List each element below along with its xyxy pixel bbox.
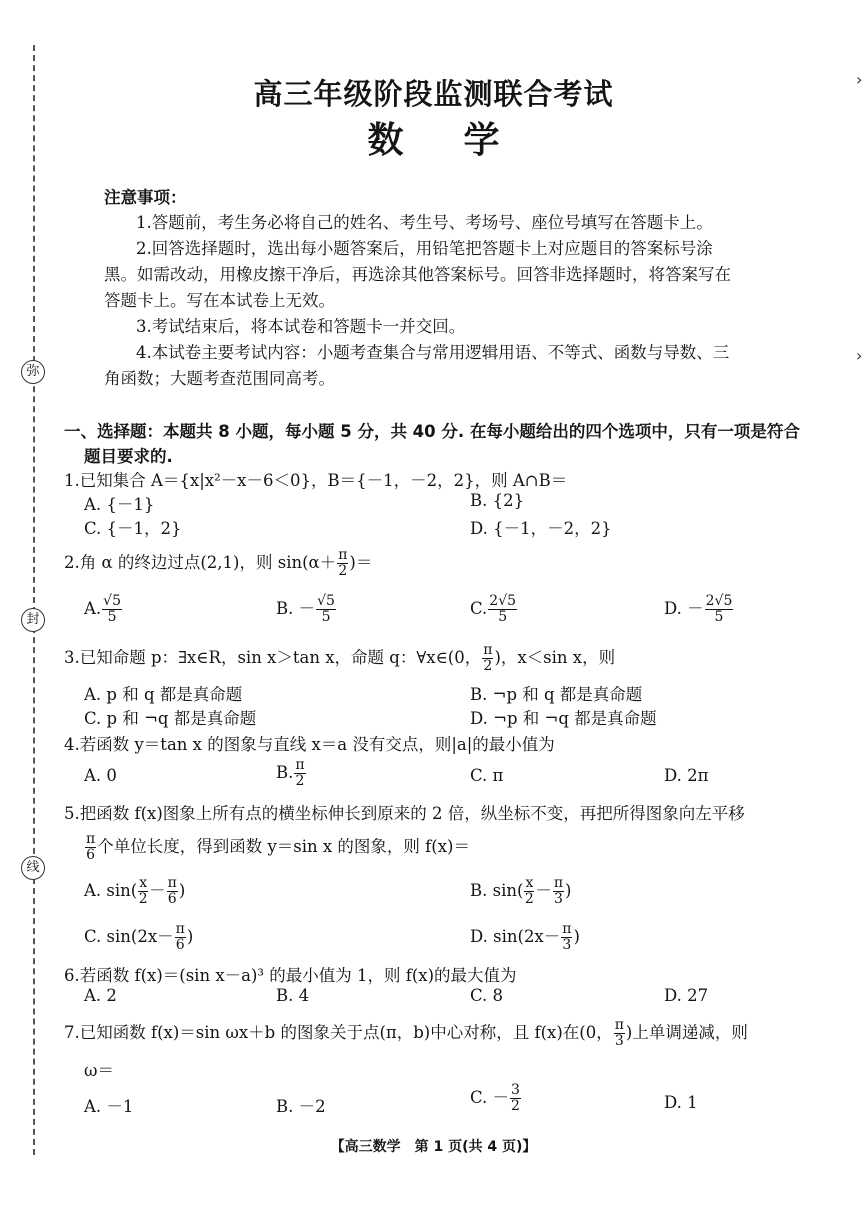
option-letter: B. <box>276 763 294 782</box>
fraction-denominator: 3 <box>553 891 563 907</box>
fraction-numerator: √5 <box>317 593 335 609</box>
question-2-option-b <box>276 594 337 625</box>
fraction-numerator: 2√5 <box>489 593 517 609</box>
option-fraction <box>524 876 534 907</box>
option-text-end: ) <box>573 927 580 946</box>
option-fraction <box>488 594 517 625</box>
option-fraction <box>510 1083 521 1114</box>
subject-char-2: 学 <box>463 120 500 161</box>
section-heading-line-1: 一、选择题：本题共 8 小题，每小题 5 分，共 40 分. 在每小题给出的四个选项中，只有一项是符合 <box>64 422 800 441</box>
fraction-denominator: 6 <box>86 847 96 863</box>
fraction-numerator: π <box>614 1017 624 1033</box>
option-text: D. sin(2x－ <box>470 927 561 946</box>
option-text-end: ) <box>178 881 186 900</box>
fraction-denominator: 5 <box>321 609 331 625</box>
question-3-stem <box>64 643 615 674</box>
fraction-denominator: 6 <box>167 891 177 907</box>
question-3-stem-fraction <box>482 643 493 674</box>
question-7-stem-line-2: ω＝ <box>84 1061 114 1080</box>
option-text-end: ) <box>186 927 194 946</box>
fraction-denominator: 5 <box>498 609 508 625</box>
option-fraction <box>167 876 178 907</box>
option-fraction <box>553 876 564 907</box>
option-letter: A. <box>84 599 102 618</box>
fraction-numerator: π <box>86 831 96 847</box>
question-3-stem-text: 3.已知命题 p：∃x∈R，sin x＞tan x，命题 q：∀x∈(0， <box>64 648 482 667</box>
option-letter: D. － <box>664 599 704 618</box>
fraction-numerator: π <box>553 875 564 891</box>
fraction-numerator: π <box>338 547 348 563</box>
question-3-option-b: B. ¬p 和 q 都是真命题 <box>470 685 643 704</box>
question-3-stem-end: )，x＜sin x，则 <box>494 648 616 667</box>
fraction-denominator: 3 <box>614 1033 624 1049</box>
question-4-option-a: A. 0 <box>84 766 117 785</box>
seal-label-feng: 封 <box>21 608 45 632</box>
option-fraction <box>175 922 186 953</box>
question-2-stem-end: )＝ <box>349 553 373 572</box>
seal-label-xian: 线 <box>21 856 45 880</box>
fraction-numerator: π <box>483 642 493 658</box>
notice-heading: 注意事项： <box>104 188 187 207</box>
option-text: C. sin(2x－ <box>84 927 174 946</box>
exam-title: 高三年级阶段监测联合考试 <box>253 77 614 111</box>
question-5-stem-line-1: 5.把函数 f(x)图象上所有点的横坐标伸长到原来的 2 倍，纵坐标不变，再把所得图象向左平移 <box>64 804 745 823</box>
edge-mark-top: › <box>856 70 863 89</box>
fraction-denominator: 2 <box>338 563 348 579</box>
question-2-option-c <box>470 594 518 625</box>
question-4-option-c: C. π <box>470 766 504 785</box>
fraction-numerator: π <box>167 875 177 891</box>
fraction-denominator: 2 <box>511 1098 520 1114</box>
question-5-option-b <box>470 876 571 907</box>
question-5-option-d <box>470 922 580 953</box>
question-6-option-d: D. 27 <box>664 986 709 1005</box>
question-2-option-d <box>664 594 734 625</box>
fraction-denominator: 3 <box>562 937 572 953</box>
question-6-option-b: B. 4 <box>276 986 310 1005</box>
question-2-stem-text: 2.角 α 的终边过点(2,1)，则 sin(α＋ <box>64 553 337 572</box>
question-5-stem-fraction <box>85 832 96 863</box>
fraction-denominator: 6 <box>175 937 185 953</box>
fraction-denominator: 2 <box>524 891 534 907</box>
notice-line-2c: 答题卡上。写在本试卷上无效。 <box>104 291 335 310</box>
question-7-option-b: B. －2 <box>276 1097 326 1116</box>
option-text: B. sin( <box>470 881 524 900</box>
section-heading-line-2: 题目要求的. <box>84 447 173 466</box>
fraction-numerator: 2√5 <box>705 593 733 609</box>
question-4-stem: 4.若函数 y＝tan x 的图象与直线 x＝a 没有交点，则|a|的最小值为 <box>64 735 555 754</box>
question-1-option-c: C. {－1，2} <box>84 519 182 538</box>
option-operator: － <box>535 881 552 900</box>
notice-line-1: 1.答题前，考生务必将自己的姓名、考生号、考场号、座位号填写在答题卡上。 <box>136 213 713 232</box>
fraction-denominator: 5 <box>714 609 724 625</box>
option-fraction <box>294 758 305 789</box>
question-7-stem-line-1 <box>64 1018 748 1049</box>
question-1-stem: 1.已知集合 A＝{x|x²－x－6＜0}，B＝{－1，－2，2}，则 A∩B＝ <box>64 471 568 490</box>
fraction-denominator: 5 <box>107 609 117 625</box>
question-5-option-c <box>84 922 193 953</box>
question-5-stem-line-2 <box>84 832 470 863</box>
option-text: A. sin( <box>84 881 138 900</box>
question-4-option-b <box>276 758 307 789</box>
question-3-option-c: C. p 和 ¬q 都是真命题 <box>84 709 257 728</box>
binding-fold-line <box>33 45 35 1155</box>
question-7-stem-fraction <box>614 1018 625 1049</box>
question-7-option-a: A. －1 <box>84 1097 134 1116</box>
fraction-numerator: 3 <box>511 1082 520 1098</box>
option-letter: C. － <box>470 1088 510 1107</box>
question-7-option-d: D. 1 <box>664 1093 698 1112</box>
subject-title <box>0 112 867 163</box>
option-operator: － <box>149 881 166 900</box>
fraction-numerator: x <box>139 875 148 891</box>
fraction-denominator: 2 <box>138 891 148 907</box>
question-2-option-a <box>84 594 123 625</box>
fraction-numerator: π <box>295 757 305 773</box>
question-1-option-d: D. {－1，－2，2} <box>470 519 612 538</box>
fraction-numerator: π <box>175 921 185 937</box>
question-2-stem <box>64 548 372 579</box>
question-7-stem-text: 7.已知函数 f(x)＝sin ωx＋b 的图象关于点(π，b)中心对称，且 f(x)在(0， <box>64 1023 613 1042</box>
question-5-option-a <box>84 876 185 907</box>
fraction-numerator: π <box>562 921 572 937</box>
question-3-option-d: D. ¬p 和 ¬q 都是真命题 <box>470 709 657 728</box>
fraction-denominator: 2 <box>483 658 493 674</box>
question-2-stem-fraction <box>337 548 348 579</box>
edge-mark-middle: › <box>856 346 863 365</box>
option-fraction <box>316 594 336 625</box>
fraction-denominator: 2 <box>295 773 305 789</box>
question-1-option-a: A. {－1} <box>84 495 155 514</box>
question-1-option-b: B. {2} <box>470 491 525 510</box>
question-5-stem-text: 个单位长度，得到函数 y＝sin x 的图象，则 f(x)＝ <box>97 837 470 856</box>
question-6-stem: 6.若函数 f(x)＝(sin x－a)³ 的最小值为 1，则 f(x)的最大值为 <box>64 966 517 985</box>
option-fraction <box>138 876 148 907</box>
notice-line-3: 3.考试结束后，将本试卷和答题卡一并交回。 <box>136 317 466 336</box>
page-footer: 【高三数学 第 1 页(共 4 页)】 <box>330 1139 537 1155</box>
subject-char-1: 数 <box>367 120 404 161</box>
question-6-option-a: A. 2 <box>84 986 117 1005</box>
seal-label-mi: 弥 <box>21 360 45 384</box>
option-letter: C. <box>470 599 488 618</box>
question-7-stem-end: )上单调递减，则 <box>625 1023 748 1042</box>
option-fraction <box>102 594 122 625</box>
option-fraction <box>705 594 734 625</box>
question-4-option-d: D. 2π <box>664 766 709 785</box>
notice-line-2a: 2.回答选择题时，选出每小题答案后，用铅笔把答题卡上对应题目的答案标号涂 <box>136 239 713 258</box>
fraction-numerator: √5 <box>103 593 121 609</box>
question-3-option-a: A. p 和 q 都是真命题 <box>84 685 243 704</box>
option-letter: B. － <box>276 599 316 618</box>
question-7-option-c <box>470 1083 522 1114</box>
option-fraction <box>561 922 572 953</box>
question-6-option-c: C. 8 <box>470 986 504 1005</box>
notice-line-4a: 4.本试卷主要考试内容：小题考查集合与常用逻辑用语、不等式、函数与导数、三 <box>136 343 730 362</box>
notice-line-4b: 角函数；大题考查范围同高考。 <box>104 369 335 388</box>
fraction-numerator: x <box>525 875 534 891</box>
notice-line-2b: 黑。如需改动，用橡皮擦干净后，再选涂其他答案标号。回答非选择题时，将答案写在 <box>104 265 731 284</box>
option-text-end: ) <box>565 881 572 900</box>
